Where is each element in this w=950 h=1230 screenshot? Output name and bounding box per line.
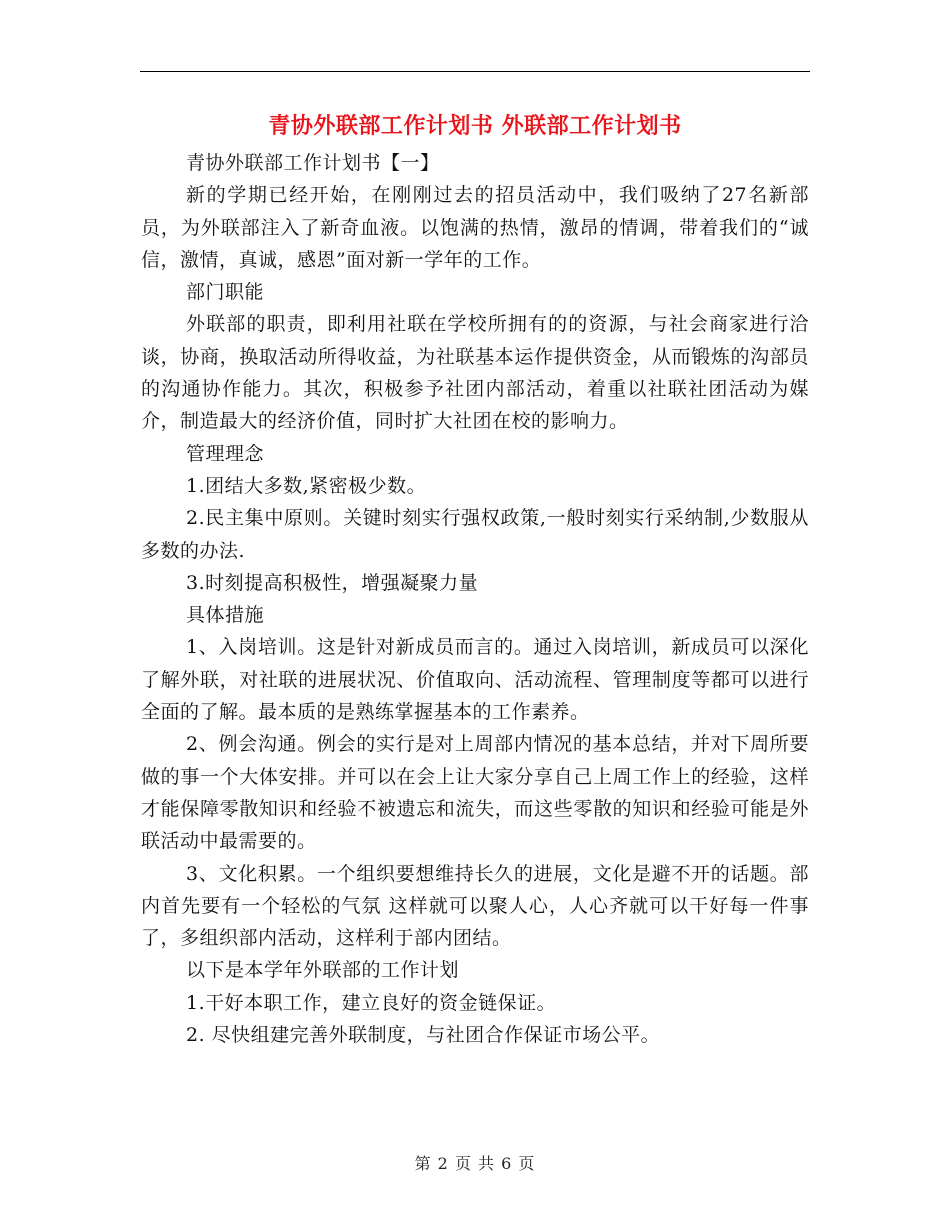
list-item: 1、入岗培训。这是针对新成员而言的。通过入岗培训，新成员可以深化了解外联，对社联的进展状况、价值取向、活动流程、管理制度等都可以进行全面的了解。最本质的是熟练掌握基本的工作素养。 [141,636,809,724]
list-item: 3.时刻提高积极性，增强凝聚力量 [186,571,479,594]
list-item: 1.干好本职工作，建立良好的资金链保证。 [186,991,557,1014]
list-item: 2.民主集中原则。关键时刻实行强权政策,一般时刻实行采纳制,少数服从多数的办法. [141,507,809,562]
document-body [141,147,809,1051]
list-item: 2. 尽快组建完善外联制度，与社团合作保证市场公平。 [186,1024,661,1047]
section-heading: 具体措施 [186,604,265,627]
list-item: 1.团结大多数,紧密极少数。 [186,474,427,497]
paragraph: 新的学期已经开始，在刚刚过去的招员活动中，我们吸纳了27名新部员，为外联部注入了新奇血液。以饱满的热情，激昂的情调，带着我们的“诚信，激情，真诚，感恩”面对新一学年的工作。 [141,184,809,271]
section-heading: 部门职能 [186,281,265,304]
section-heading: 管理理念 [186,442,265,465]
list-item: 3、文化积累。一个组织要想维持长久的进展，文化是避不开的话题。部内首先要有一个轻松的气氛 这样就可以聚人心，人心齐就可以干好每一件事了，多组织部内活动，这样利于部内团结。 [141,862,809,950]
section-heading: 以下是本学年外联部的工作计划 [186,959,460,982]
section-heading: 青协外联部工作计划书【一】 [186,152,440,174]
page-number: 第 2 页 共 6 页 [414,1154,536,1173]
header-rule [140,71,810,72]
document-title: 青协外联部工作计划书 外联部工作计划书 [268,113,682,139]
paragraph: 外联部的职责，即利用社联在学校所拥有的的资源，与社会商家进行洽谈，协商，换取活动所得收益，为社联基本运作提供资金，从而锻炼的沟部员的沟通协作能力。其次，积极参予社团内部活动，着重以社联社团活动为媒介，制造最大的经济价值，同时扩大社团在校的影响力。 [141,313,809,433]
list-item: 2、例会沟通。例会的实行是对上周部内情况的基本总结，并对下周所要做的事一个大体安排。并可以在会上让大家分享自己上周工作上的经验，这样才能保障零散知识和经验不被遗忘和流失，而这些零散的知识和经验可能是外联活动中最需要的。 [141,733,809,853]
